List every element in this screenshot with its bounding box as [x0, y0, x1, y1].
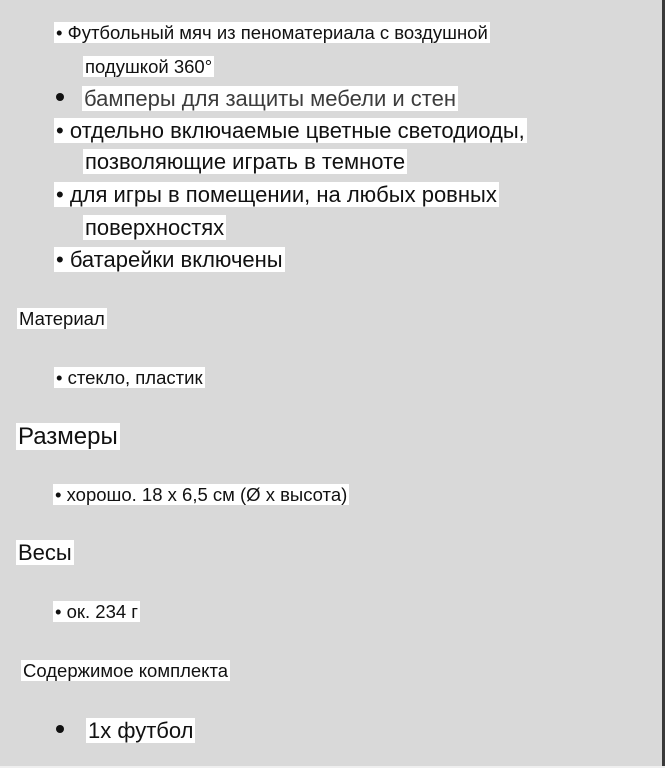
weight-heading: Весы — [18, 540, 72, 565]
bullet-marker: • — [56, 118, 64, 143]
feature-text-line: поверхностях — [85, 215, 225, 240]
bullet-marker: • — [56, 22, 63, 43]
bullet-dot — [56, 725, 64, 733]
bullet-marker: • — [56, 182, 64, 207]
bullet-dot — [56, 93, 64, 101]
feature-item-leds — [54, 117, 527, 145]
weight-item: • ок. 234 г — [55, 601, 139, 622]
feature-item-indoor-continued — [83, 214, 226, 242]
feature-text-line: • Футбольный мяч из пеноматериала с воздушной — [56, 22, 488, 43]
feature-text-line: позволяющие играть в темноте — [85, 149, 406, 174]
feature-item-bumpers — [82, 85, 458, 113]
feature-item-batteries — [54, 246, 285, 274]
feature-item-foam-ball-continued — [83, 55, 214, 79]
feature-text-line: подушкой 360° — [85, 56, 213, 77]
dimensions-item: • хорошо. 18 х 6,5 см (Ø х высота) — [55, 484, 348, 505]
feature-text-line: бамперы для защиты мебели и стен — [84, 86, 457, 111]
feature-item-leds-continued — [83, 148, 407, 176]
contents-item: 1х футбол — [88, 718, 194, 743]
feature-item-foam-ball — [54, 21, 490, 45]
feature-item-indoor — [54, 181, 499, 209]
dimensions-heading: Размеры — [18, 423, 118, 450]
feature-text-line: • батарейки включены — [56, 247, 283, 272]
bullet-marker: • — [56, 247, 64, 272]
material-heading: Материал — [19, 308, 105, 329]
contents-heading: Содержимое комплекта — [23, 660, 229, 681]
material-item: • стекло, пластик — [56, 367, 203, 388]
feature-text-line: • отдельно включаемые цветные светодиоды, — [56, 118, 525, 143]
feature-text-line: • для игры в помещении, на любых ровных — [56, 182, 497, 207]
